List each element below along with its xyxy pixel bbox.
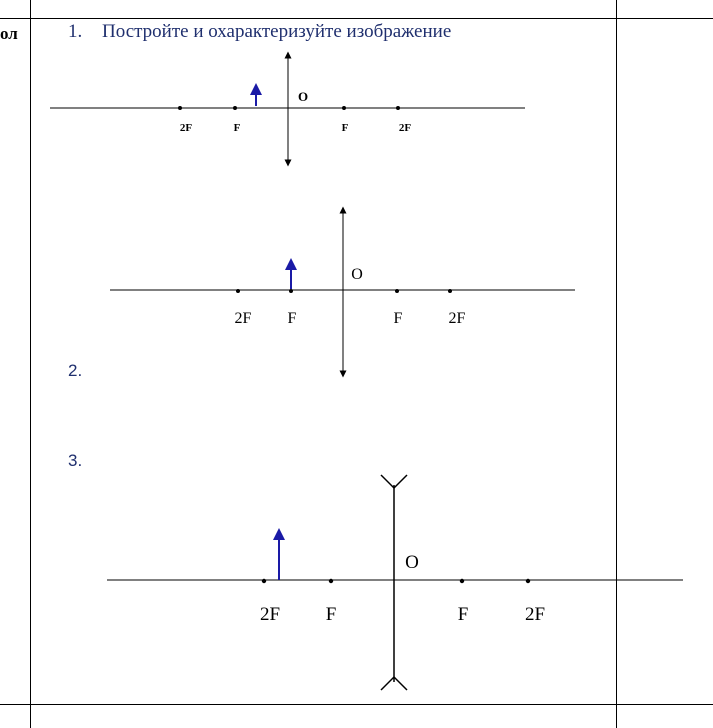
- label-right-2f-3: 2F: [524, 604, 546, 625]
- left-cell-text: ол: [0, 24, 18, 43]
- label-right-2f-1: 2F: [398, 122, 412, 134]
- diagram-1: [50, 55, 525, 163]
- focus-point-right-f-3: [460, 579, 464, 583]
- focus-point-right-2f-3: [526, 579, 530, 583]
- focus-point-right-f-1: [342, 106, 346, 110]
- label-right-f-2: F: [393, 310, 403, 327]
- task-1-number: 1.: [68, 21, 83, 42]
- label-left-f-3: F: [325, 604, 337, 625]
- focus-point-left-f-2: [289, 289, 293, 293]
- label-right-f-3: F: [457, 604, 469, 625]
- focus-point-right-2f-1: [396, 106, 400, 110]
- focus-point-right-f-2: [395, 289, 399, 293]
- label-left-2f-1: 2F: [179, 122, 193, 134]
- focus-point-left-2f-2: [236, 289, 240, 293]
- focus-point-left-2f-1: [178, 106, 182, 110]
- diagram-2: [110, 210, 575, 374]
- label-center-o-3: O: [405, 552, 419, 573]
- focus-point-left-f-1: [233, 106, 237, 110]
- label-center-o-1: O: [297, 89, 309, 104]
- label-center-o-2: O: [351, 266, 363, 283]
- label-right-f-1: F: [341, 122, 349, 134]
- focus-point-right-2f-2: [448, 289, 452, 293]
- focus-point-left-f-3: [329, 579, 333, 583]
- label-left-f-1: F: [233, 122, 241, 134]
- task-3-number: 3.: [68, 451, 83, 470]
- diagram-3: [107, 475, 683, 690]
- label-left-f-2: F: [287, 310, 297, 327]
- label-right-2f-2: 2F: [448, 310, 466, 327]
- label-left-2f-2: 2F: [234, 310, 252, 327]
- task-2-number: 2.: [68, 361, 83, 380]
- focus-point-left-2f-3: [262, 579, 266, 583]
- task-1-title: Постройте и охарактеризуйте изображение: [102, 21, 452, 42]
- label-left-2f-3: 2F: [259, 604, 281, 625]
